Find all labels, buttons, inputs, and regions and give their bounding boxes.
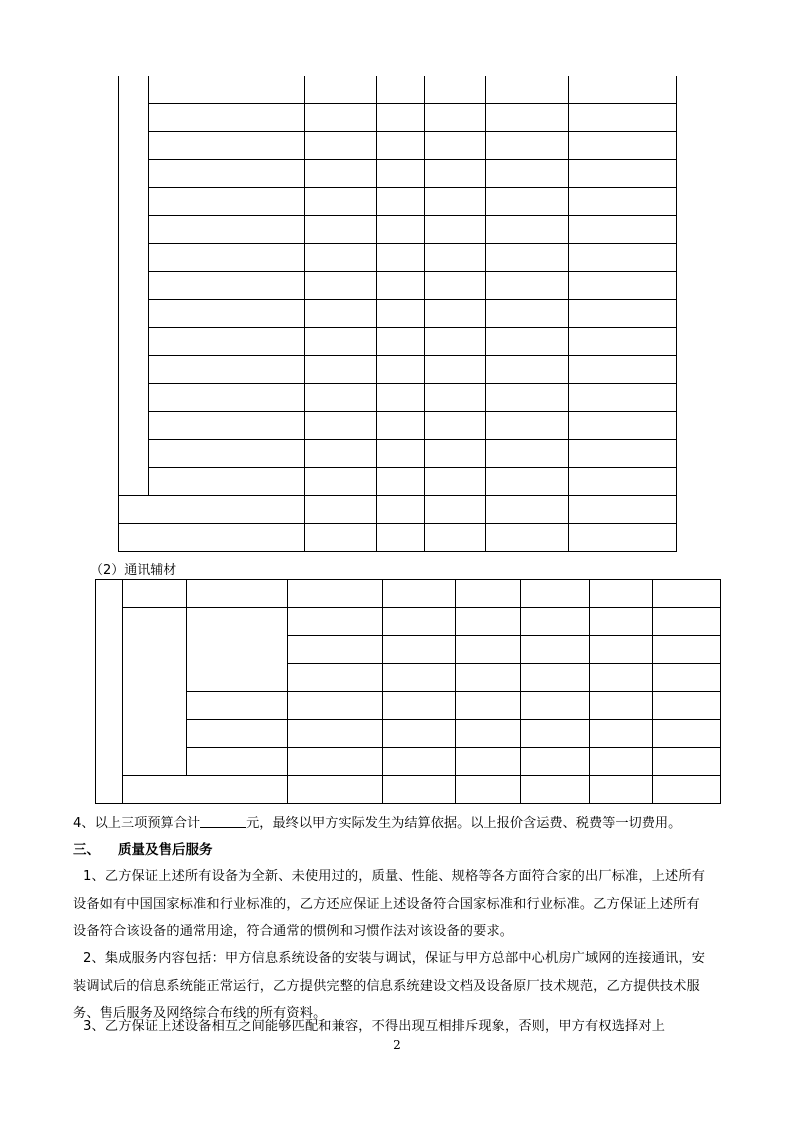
section-title: 质量及售后服务	[118, 842, 213, 858]
budget-total-suffix: 元，最终以甲方实际发生为结算依据。以上报价含运费、税费等一切费用。	[246, 816, 682, 831]
paragraph-2: 2、集成服务内容包括：甲方信息系统设备的安装与调试，保证与甲方总部中心机房广域网的连接通讯，安装调试后的信息系统能正常运行，乙方提供完整的信息系统建设文档及设备原厂技术规范，乙方提供技术服务、售后服务及网络综合布线的所有资料。	[73, 951, 706, 1021]
budget-total-blank	[200, 815, 246, 828]
paragraph-3: 3、乙方保证上述设备相互之间能够匹配和兼容，不得出现互相排斥现象，否则，甲方有权选择对上	[83, 1019, 666, 1034]
section-number: 三、	[73, 842, 100, 858]
budget-total-prefix: 4、以上三项预算合计	[73, 816, 201, 831]
table-caption: （2）通讯辅材	[90, 563, 177, 578]
page-number: 2	[393, 1038, 401, 1052]
paragraph-1: 1、乙方保证上述所有设备为全新、未使用过的，质量、性能、规格等各方面符合家的出厂标准，上述所有设备如有中国国家标准和行业标准的，乙方还应保证上述设备符合国家标准和行业标准。乙方保证上述所有设备符合该设备的通常用途，符合通常的惯例和习惯作法对该设备的要求。	[73, 869, 706, 939]
budget-total-line	[73, 815, 681, 832]
section-heading	[73, 842, 213, 858]
